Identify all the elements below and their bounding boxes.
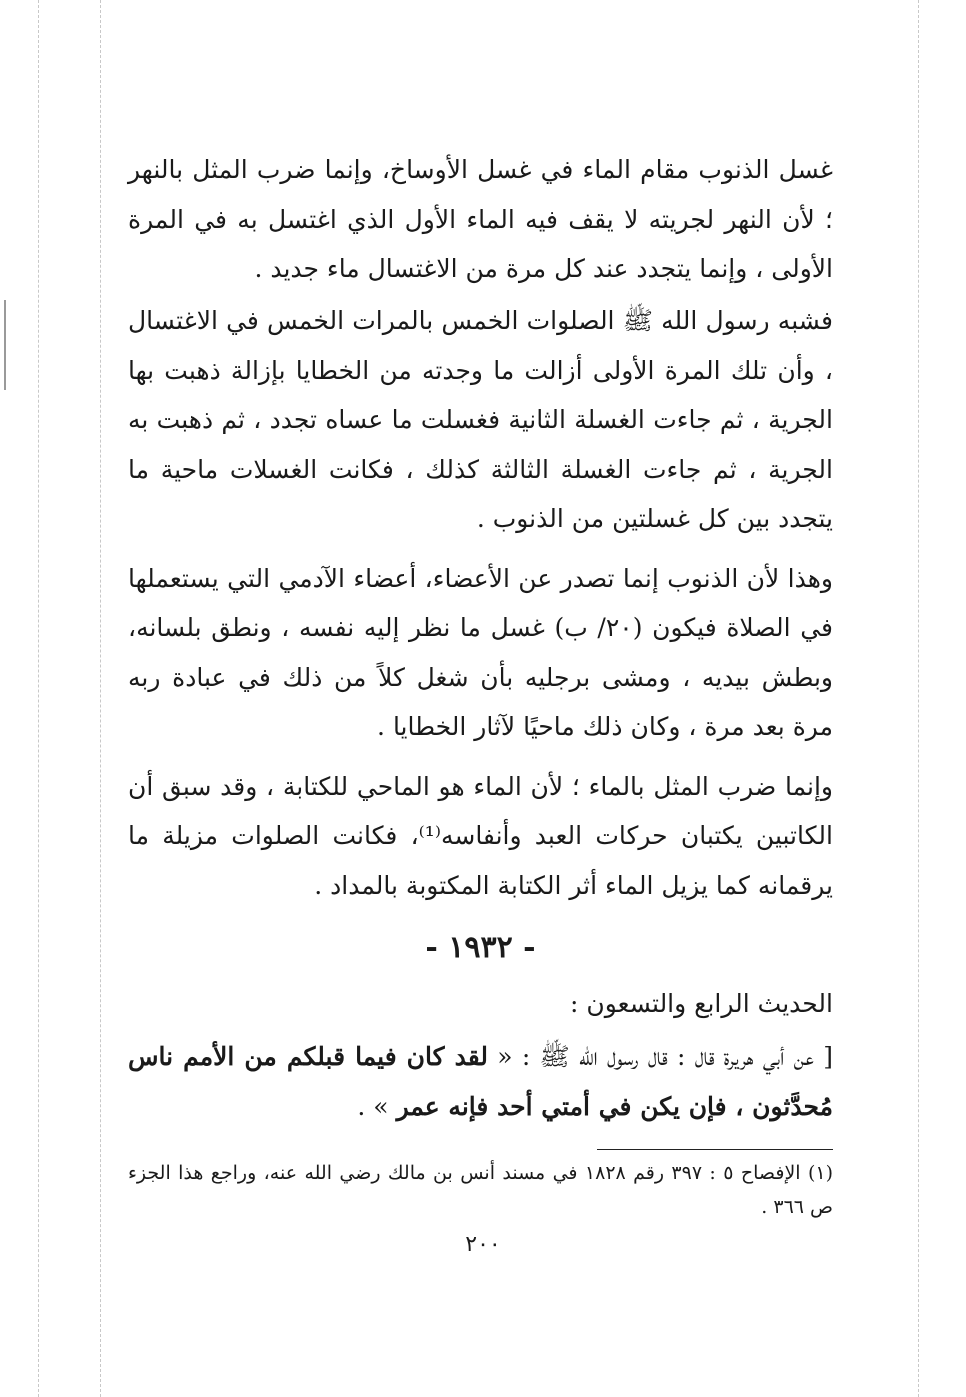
hadith-intro: [ عن أبي هريرة قال : قال رسول الله ﷺ : « (497, 1042, 833, 1071)
scan-margin-mark (4, 300, 6, 390)
hadith-text-block (128, 1032, 833, 1131)
scan-guide-line (918, 0, 919, 1397)
hadith-title: الحديث الرابع والتسعون : (570, 989, 833, 1018)
footnote: (١) الإفصاح ٥ : ٣٩٧ رقم ١٨٢٨ في مسند أنس بن مالك رضي الله عنه، وراجع هذا الجزء ص ٣٦٦ . (128, 1162, 834, 1218)
paragraph: غسل الذنوب مقام الماء في غسل الأوساخ، وإنما ضرب المثل بالنهر ؛ لأن النهر لجريته لا يقف فيه الماء الأول الذي اغتسل به في المرة الأولى ، وإنما يتجدد عند كل مرة من الاغتسال ماء جديد . (128, 155, 833, 283)
paragraph: وإنما ضرب المثل بالماء ؛ لأن الماء هو الماحي للكتابة ، وقد سبق أن الكاتبين يكتبان حركات العبد وأنفاسه⁽¹⁾، فكانت الصلوات مزيلة ما يرقمانه كما يزيل الماء أثر الكتابة المكتوبة بالمداد . (128, 771, 833, 900)
paragraph: فشبه رسول الله ﷺ الصلوات الخمس بالمرات الخمس في الاغتسال ، وأن تلك المرة الأولى أزالت ما وجدته من الخطايا بإزالة ذهبت بها الجرية ، ثم جاءت الغسلة الثانية فغسلت ما عساه تجدد ، ثم ذهبت به الجرية ، ثم جاءت الغسلة الثالثة كذلك ، فكانت الغسلات ماحية ما يتجدد بين كل غسلتين من الذنوب . (128, 306, 833, 533)
paragraph: وهذا لأن الذنوب إنما تصدر عن الأعضاء، أعضاء الآدمي التي يستعملها في الصلاة فيكون (٢٠/ ب) غسل ما نظر إليه نفسه ، ونطق بلسانه، وبطش بيديه ، ومشى برجليه بأن شغل كلاً من ذلك في عبادة ربه مرة بعد مرة ، وكان ذلك ماحيًا لآثار الخطايا . (128, 563, 833, 741)
page-number: ٢٠٠ (465, 1232, 501, 1257)
scan-guide-line (100, 0, 101, 1397)
hadith-close: » . (357, 1091, 389, 1121)
hadith-number: - ١٩٣٢ - (425, 930, 536, 965)
footnote-separator (597, 1149, 833, 1150)
scan-guide-line (38, 0, 39, 1397)
page-body (128, 145, 833, 1243)
hadith-quote: لقد كان فيما قبلكم من الأمم ناس مُحدَّثون ، فإن يكن في أمتي أحد فإنه عمر (128, 1042, 833, 1121)
